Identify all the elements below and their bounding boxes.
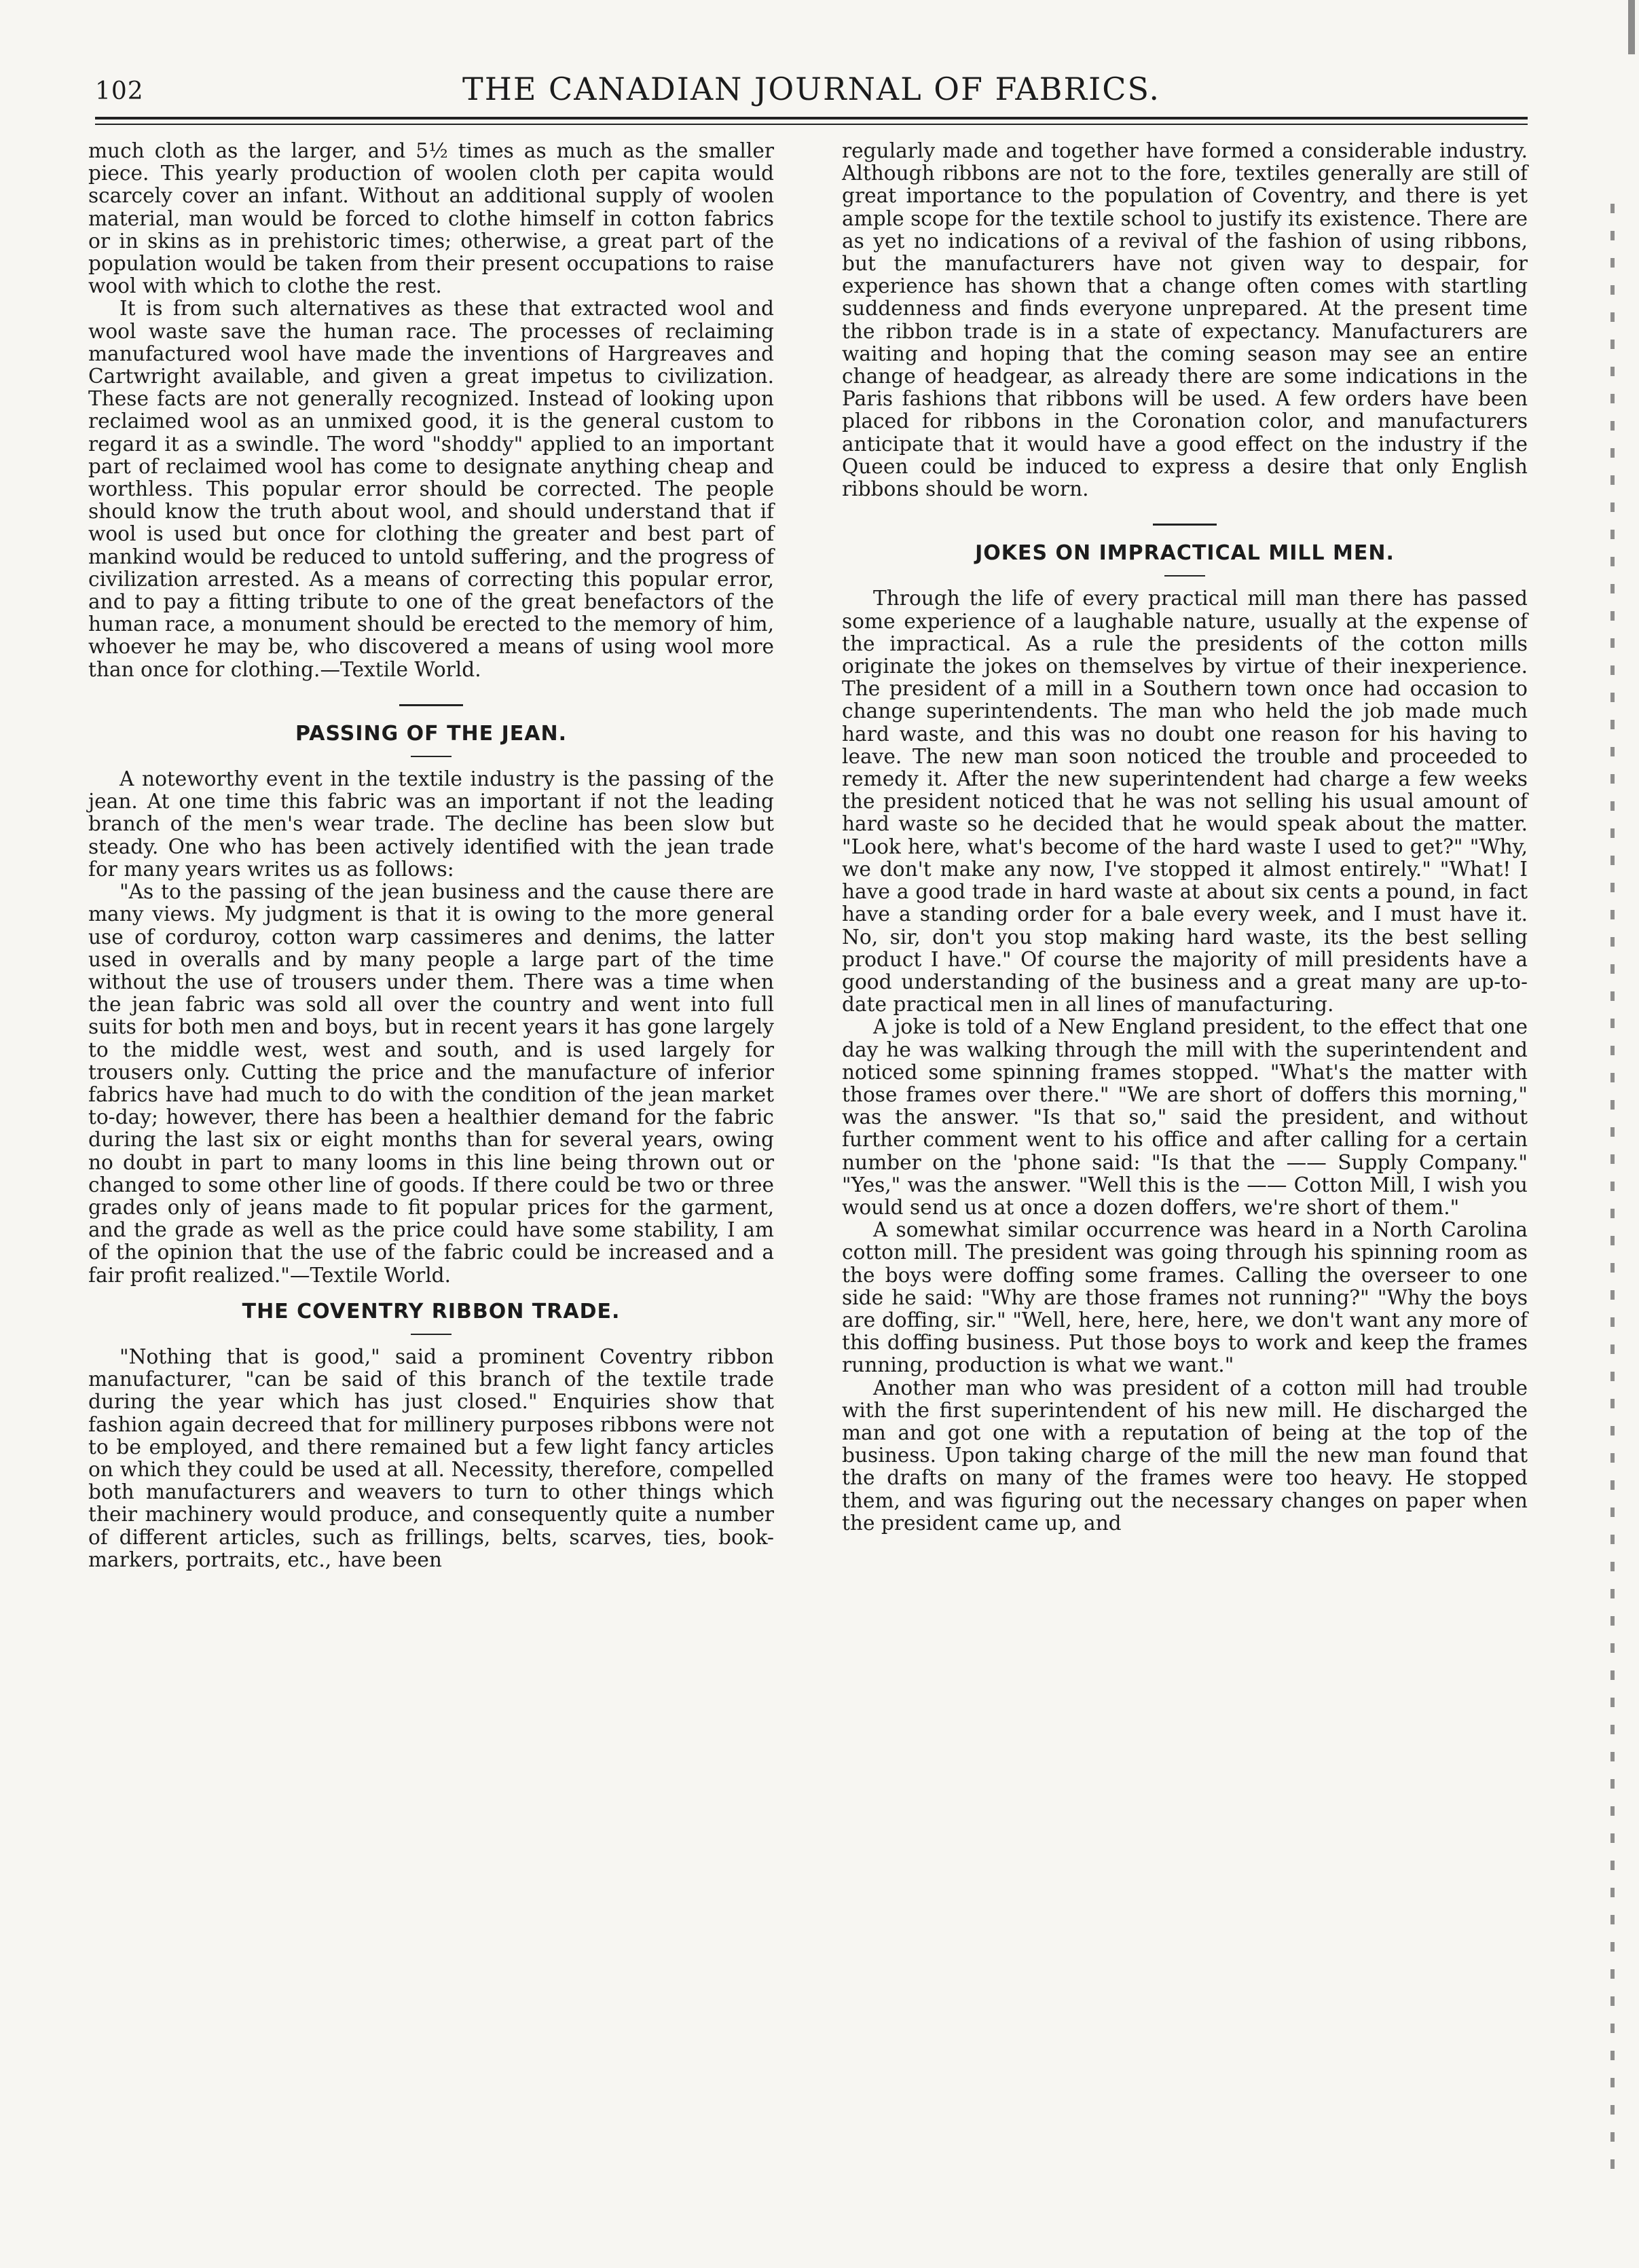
heading-rule: [411, 1334, 452, 1335]
article-paragraph: A joke is told of a New England president, to the effect that one day he was walking through the mill with the superintendent and noticed some spinning frames stopped. "What's the matter with those frames over there." "We are short of doffers this morning," was the answer. "Is that so," said the president, and without further comment went to his office and after calling for a certain number on the 'phone said: "Is that the —— Supply Company." "Yes," was the answer. "Well this is the —— Cotton Mill, I wish you would send us at once a dozen doffers, we're short of them.": [842, 1015, 1528, 1219]
left-column: [88, 140, 774, 1571]
article-paragraph: "As to the passing of the jean business and the cause there are many views. My judgment is that it is owing to the more general use of corduroy, cotton warp cassimeres and denims, the latter used in overalls and by many people a large part of the time without the use of trousers under them. There was a time when the jean fabric was sold all over the country and went into full suits for both men and boys, but in recent years it has gone largely to the middle west, west and south, and is used largely for trousers only. Cutting the price and the manufacture of inferior fabrics have had much to do with the condition of the jean market to-day; however, there has been a healthier demand for the fabric during the last six or eight months than for several years, owing no doubt in part to many looms in this line being thrown out or changed to some other line of goods. If there could be two or three grades only of jeans made to fit popular prices for the garment, and the grade as well as the price could have some stability, I am of the opinion that the use of the fabric could be increased and a fair profit realized."—Textile World.: [88, 880, 774, 1287]
article-paragraph: A noteworthy event in the textile industry is the passing of the jean. At one time this fabric was an important if not the leading branch of the men's wear trade. The decline has been slow but steady. One who has been actively identified with the jean trade for many years writes us as follows:: [88, 767, 774, 881]
article-paragraph: It is from such alternatives as these that extracted wool and wool waste save the human race. The processes of reclaiming manufactured wool have made the inventions of Hargreaves and Cartwright available, and given a great impetus to civilization. These facts are not generally recognized. Instead of looking upon reclaimed wool as an unmixed good, it is the general custom to regard it as a swindle. The word "shoddy" applied to an important part of reclaimed wool has come to designate anything cheap and worthless. This popular error should be corrected. The people should know the truth about wool, and should understand that if wool is used but once for clothing the greater and best part of mankind would be reduced to untold suffering, and the progress of civilization arrested. As a means of correcting this popular error, and to pay a fitting tribute to one of the great benefactors of the human race, a monument should be erected to the memory of him, whoever he may be, who discovered a means of using wool more than once for clothing.—Textile World.: [88, 297, 774, 681]
right-column: [842, 140, 1528, 1535]
journal-title: THE CANADIAN JOURNAL OF FABRICS.: [462, 71, 1160, 107]
heading-rule: [1164, 575, 1205, 577]
article-paragraph: Through the life of every practical mill man there has passed some experience of a laughable nature, usually at the expense of the impractical. As a rule the presidents of the cotton mills originate the jokes on themselves by virtue of their inexperience. The president of a mill in a Southern town once had occasion to change superintendents. The man who held the job made much hard waste, and this was no doubt one reason for his having to leave. The new man soon noticed the trouble and proceeded to remedy it. After the new superintendent had charge a few weeks the president noticed that he was not selling his usual amount of hard waste so he decided that he would speak about the matter. "Look here, what's become of the hard waste I used to get?" "Why, we don't make any now, I've stopped it almost entirely." "What! I have a good trade in hard waste at about six cents a pound, in fact have a standing order for a bale every week, and I must have it. No, sir, don't you stop making hard waste, its the best selling product I have." Of course the majority of mill presidents have a good understanding of the business and a great many are up-to-date practical men in all lines of manufacturing.: [842, 587, 1528, 1017]
article-paragraph: Another man who was president of a cotton mill had trouble with the first superintendent of his new mill. He discharged the man and got one with a reputation of being at the top of the business. Upon taking charge of the mill the new man found that the drafts on many of the frames were too heavy. He stopped them, and was figuring out the necessary changes on paper when the president came up, and: [842, 1376, 1528, 1535]
section-divider: [1153, 524, 1217, 526]
article-heading-jean: PASSING OF THE JEAN.: [295, 721, 567, 746]
scan-edge-marks: [1610, 204, 1615, 2173]
scan-edge-corner: [1628, 0, 1635, 54]
article-paragraph: A somewhat similar occurrence was heard in a North Carolina cotton mill. The president was going through his spinning room as the boys were doffing some frames. Calling the overseer to one side he said: "Why are those frames not running?" "Why the boys are doffing, sir." "Well, here, here, here, we don't want any more of this doffing business. Put those boys to work and keep the frames running, production is what we want.": [842, 1218, 1528, 1377]
heading-rule: [411, 756, 452, 757]
article-paragraph: regularly made and together have formed a considerable industry. Although ribbons are not to the fore, textiles generally are still of great importance to the population of Coventry, and there is yet ample scope for the textile school to justify its existence. There are as yet no indications of a revival of the fashion of using ribbons, but the manufacturers have not given way to despair, for experience has shown that a change often comes with startling suddenness and finds everyone unprepared. At the present time the ribbon trade is in a state of expectancy. Manufacturers are waiting and hoping that the coming season may see an entire change of headgear, as already there are some indications in the Paris fashions that ribbons will be used. A few orders have been placed for ribbons in the Coronation color, and manufacturers anticipate that it would have a good effect on the industry if the Queen could be induced to express a desire that only English ribbons should be worn.: [842, 139, 1528, 501]
header-rule-thin: [95, 124, 1528, 125]
article-heading-jokes: JOKES ON IMPRACTICAL MILL MEN.: [975, 541, 1395, 566]
spacer: [88, 1287, 774, 1300]
article-heading-coventry: THE COVENTRY RIBBON TRADE.: [242, 1299, 621, 1323]
article-paragraph: "Nothing that is good," said a prominent Coventry ribbon manufacturer, "can be said of this branch of the textile trade during the year which has just closed." Enquiries show that fashion again decreed that for millinery purposes ribbons were not to be employed, and there remained but a few light fancy articles on which they could be used at all. Necessity, therefore, compelled both manufacturers and weavers to turn to other things which their machinery would produce, and consequently quite a number of different articles, such as frillings, belts, scarves, ties, book-markers, portraits, etc., have been: [88, 1345, 774, 1571]
header-rule: [95, 117, 1528, 120]
section-divider: [399, 704, 463, 706]
page-number: 102: [95, 77, 144, 105]
page-header: [95, 68, 1528, 115]
article-paragraph: much cloth as the larger, and 5½ times as much as the smaller piece. This yearly production of woolen cloth per capita would scarcely cover an infant. Without an additional supply of woolen material, man would be forced to clothe himself in cotton fabrics or in skins as in prehistoric times; otherwise, a great part of the population would be taken from their present occupations to raise wool with which to clothe the rest.: [88, 139, 774, 298]
